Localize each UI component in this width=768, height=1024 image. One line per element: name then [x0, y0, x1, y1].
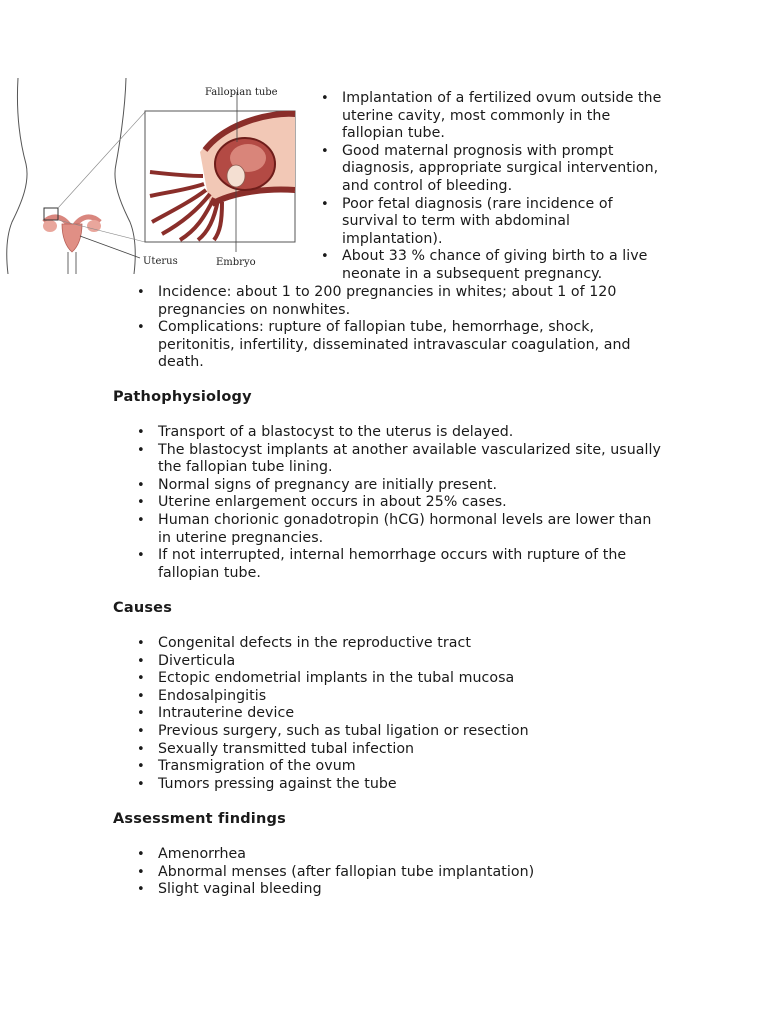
list-item: • Normal signs of pregnancy are initially present.: [158, 477, 668, 495]
label-uterus: Uterus: [143, 256, 178, 267]
list-item: • Endosalpingitis: [158, 688, 668, 706]
overview-list: [342, 90, 672, 284]
list-item: • Sexually transmitted tubal infection: [158, 741, 668, 759]
uterus-drawing: [43, 217, 101, 252]
list-item: • Tumors pressing against the tube: [158, 776, 668, 794]
list-item: • Poor fetal diagnosis (rare incidence of survival to term with abdominal implantation).: [342, 196, 672, 249]
ectopic-pregnancy-illustration: [0, 72, 305, 277]
list-item: • Incidence: about 1 to 200 pregnancies in whites; about 1 of 120 pregnancies on nonwhites.: [158, 284, 668, 319]
list-item: • Slight vaginal bleeding: [158, 881, 668, 899]
section-heading-causes: Causes: [113, 600, 173, 616]
pathophysiology-list: [158, 424, 668, 582]
legs-outline: [68, 252, 76, 274]
assessment-list: [158, 846, 668, 899]
list-item: • Congenital defects in the reproductive tract: [158, 635, 668, 653]
list-item: • Amenorrhea: [158, 846, 668, 864]
list-item: • Intrauterine device: [158, 705, 668, 723]
list-item: • Transmigration of the ovum: [158, 758, 668, 776]
list-item: • Uterine enlargement occurs in about 25% cases.: [158, 494, 668, 512]
body-outline-right: [115, 78, 135, 274]
list-item: • Good maternal prognosis with prompt diagnosis, appropriate surgical intervention, and control of bleeding.: [342, 143, 672, 196]
list-item: • If not interrupted, internal hemorrhage occurs with rupture of the fallopian tube.: [158, 547, 668, 582]
uterus-pointer: [80, 236, 140, 258]
list-item: • About 33 % chance of giving birth to a live neonate in a subsequent pregnancy.: [342, 248, 672, 283]
list-item: • Diverticula: [158, 653, 668, 671]
section-heading-pathophysiology: Pathophysiology: [113, 389, 252, 405]
list-item: • Implantation of a fertilized ovum outside the uterine cavity, most commonly in the fallopian tube.: [342, 90, 672, 143]
incidence-list: [158, 284, 668, 372]
list-item: • Abnormal menses (after fallopian tube implantation): [158, 864, 668, 882]
causes-list: [158, 635, 668, 793]
label-embryo: Embryo: [216, 257, 256, 268]
list-item: • Complications: rupture of fallopian tube, hemorrhage, shock, peritonitis, infertility, disseminated intravascular coagulation, and death.: [158, 319, 668, 372]
section-heading-assessment: Assessment findings: [113, 811, 286, 827]
label-fallopian-tube: Fallopian tube: [205, 87, 278, 98]
list-item: • Human chorionic gonadotropin (hCG) hormonal levels are lower than in uterine pregnancies.: [158, 512, 668, 547]
list-item: • Ectopic endometrial implants in the tubal mucosa: [158, 670, 668, 688]
zoom-line-top: [58, 112, 145, 208]
list-item: • The blastocyst implants at another available vascularized site, usually the fallopian tube lining.: [158, 442, 668, 477]
list-item: • Previous surgery, such as tubal ligation or resection: [158, 723, 668, 741]
list-item: • Transport of a blastocyst to the uterus is delayed.: [158, 424, 668, 442]
body-outline-left: [7, 78, 27, 274]
